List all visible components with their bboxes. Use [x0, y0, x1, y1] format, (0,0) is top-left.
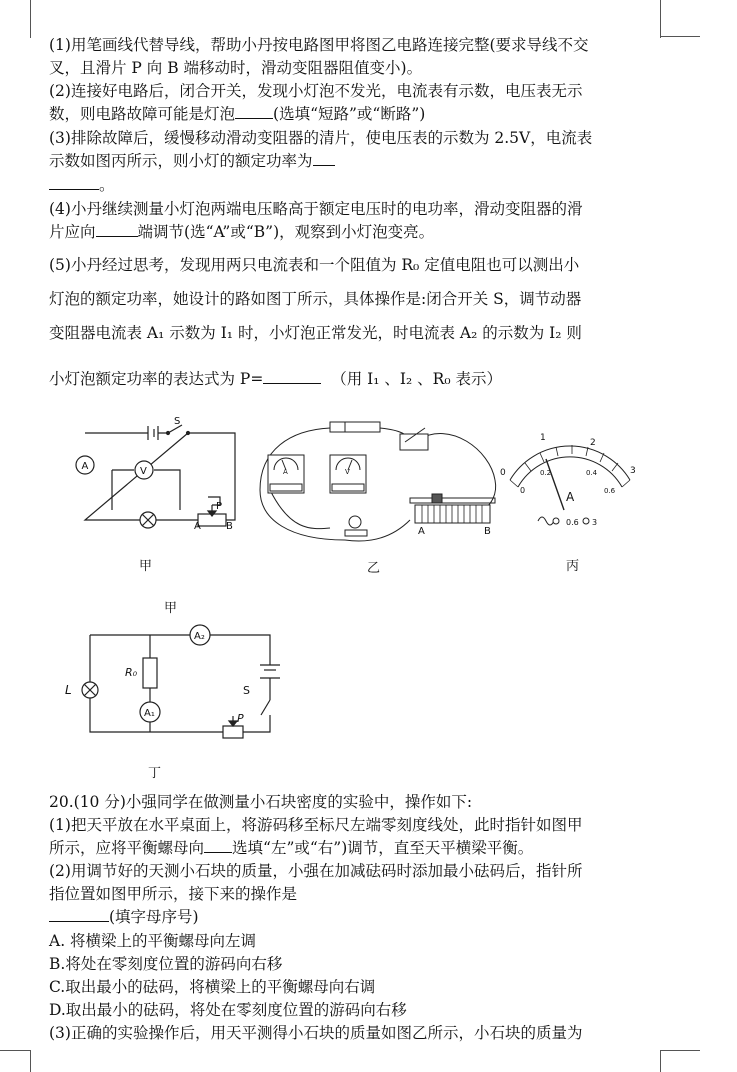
q20-part1-text-b: 选填“左”或“右”)调节，直至天平横梁平衡。 — [232, 839, 534, 857]
answer-blank-fault[interactable] — [235, 103, 273, 119]
bing-scale-0-outer: 0 — [500, 468, 506, 478]
answer-blank-direction[interactable] — [96, 221, 138, 237]
caption-yi: 乙 — [367, 561, 381, 576]
q20-part3-line1: (3)正确的实验操作后，用天平测得小石块的质量如图乙所示，小石块的质量为 — [49, 1024, 583, 1042]
jia-label-b-end: B — [226, 521, 233, 532]
q19-part4-line2 — [49, 221, 434, 243]
q20-part2-hint: (填字母序号) — [109, 908, 199, 926]
q19-part3-line2 — [49, 150, 335, 172]
q20-part1-line1: (1)把天平放在水平桌面上，将游码移至标尺左端零刻度线处，此时指针如图甲 — [49, 816, 583, 834]
q19-part1-line1: (1)用笔画线代替导线，帮助小丹按电路图甲将图乙电路连接完整(要求导线不交 — [49, 36, 589, 54]
q19-part5-text-b: （用 I₁ 、I₂ 、R₀ 表示） — [331, 370, 502, 388]
ding-label-r0: R₀ — [125, 666, 138, 679]
crop-mark-bottom-left-v — [30, 1050, 31, 1072]
q19-part4-text-b: 端调节(选“A”或“B”)，观察到小灯泡变亮。 — [137, 223, 435, 241]
figure-yi-apparatus — [250, 410, 500, 555]
q19-part2-line2 — [49, 103, 425, 125]
jia-label-v-meter: V — [140, 466, 147, 477]
q20-option-d: D.取出最小的砝码，将处在零刻度位置的游码向右移 — [49, 1001, 407, 1019]
answer-blank-power-a[interactable] — [313, 150, 335, 166]
figure-bing-ammeter-dial — [500, 435, 650, 535]
q19-part4-line1: (4)小丹继续测量小灯泡两端电压略高于额定电压时的电功率，滑动变阻器的滑 — [49, 200, 583, 218]
yi-label-a-meter: A — [283, 468, 288, 476]
jia-label-a-end: A — [194, 521, 201, 532]
crop-mark-top-right-v — [660, 0, 661, 38]
ding-label-a1: A₁ — [144, 708, 155, 719]
crop-mark-bottom-right-v — [660, 1050, 661, 1072]
crop-mark-top-left-v — [30, 0, 31, 38]
crop-mark-top-right-h — [660, 36, 700, 37]
q20-option-c: C.取出最小的砝码，将横梁上的平衡螺母向右调 — [49, 978, 376, 996]
bing-scale-02: 0.2 — [540, 469, 552, 477]
yi-label-v-meter: V — [345, 468, 350, 476]
q19-part3-period: 。 — [99, 176, 115, 194]
q19-part5-line2: 灯泡的额定功率，她设计的路如图丁所示，具体操作是:闭合开关 S，调节动器 — [49, 290, 582, 308]
ding-label-l: L — [65, 683, 72, 697]
jia-label-s: S — [174, 416, 181, 427]
q19-part1-line2: 叉，且滑片 P 向 B 端移动时，滑动变阻器阻值变小)。 — [49, 59, 423, 77]
answer-blank-power-b[interactable] — [49, 174, 99, 190]
caption-jia: 甲 — [139, 559, 153, 574]
q20-part2-line2: 指位置如图甲所示，接下来的操作是 — [49, 885, 298, 903]
answer-blank-nut-direction[interactable] — [204, 837, 232, 853]
jia-label-p: P — [216, 501, 223, 512]
crop-mark-bottom-left-h — [0, 1050, 30, 1051]
figure-jia-circuit — [70, 415, 250, 530]
caption-jia-top: 甲 — [164, 601, 178, 616]
q19-part5-line3: 变阻器电流表 A₁ 示数为 I₁ 时，小灯泡正常发光，时电流表 A₂ 的示数为 I₂ 则 — [49, 324, 582, 342]
answer-blank-operation[interactable] — [49, 906, 109, 922]
q20-part1-text-a: 所示，应将平衡螺母向 — [49, 839, 205, 857]
q19-part5-text-a: 小灯泡额定功率的表达式为 P= — [49, 370, 264, 388]
ding-label-a2: A₂ — [194, 631, 205, 642]
figure-ding-circuit — [55, 620, 285, 765]
bing-scale-0-inner: 0 — [520, 486, 526, 495]
q19-part3-line1: (3)排除故障后，缓慢移动滑动变阻器的清片，使电压表的示数为 2.5V，电流表 — [49, 129, 593, 147]
yi-label-b-end: B — [484, 526, 491, 537]
bing-scale-06: 0.6 — [604, 487, 616, 495]
answer-blank-expression[interactable] — [263, 368, 321, 384]
q19-part3-line3 — [49, 174, 115, 196]
bing-terminal-3: 3 — [592, 518, 598, 527]
q19-part5-line1: (5)小丹经过思考，发现用两只电流表和一个阻值为 R₀ 定值电阻也可以测出小 — [49, 256, 580, 274]
bing-scale-2: 2 — [590, 438, 596, 448]
caption-ding: 丁 — [148, 766, 162, 781]
q19-part2-line1: (2)连接好电路后，闭合开关，发现小灯泡不发光，电流表有示数，电压表无示 — [49, 82, 583, 100]
q19-part4-text-a: 片应向 — [49, 223, 96, 241]
bing-terminal-06: 0.6 — [566, 518, 579, 527]
q19-part5-line4 — [49, 368, 502, 390]
q19-part2-text-a: 数，则电路故障可能是灯泡 — [49, 105, 236, 123]
q19-part2-text-b: (选填“短路”或“断路”) — [273, 105, 426, 123]
bing-scale-04: 0.4 — [586, 469, 598, 477]
q19-part3-text: 示数如图丙所示，则小灯的额定功率为 — [49, 152, 313, 170]
q20-option-b: B.将处在零刻度位置的游码向右移 — [49, 955, 283, 973]
jia-label-a-meter: A — [81, 461, 89, 472]
q20-part2-line1: (2)用调节好的天测小石块的质量，小强在加减砝码时添加最小砝码后，指针所 — [49, 862, 583, 880]
bing-scale-1: 1 — [540, 433, 546, 443]
ding-label-p: P — [237, 712, 244, 725]
ding-label-s: S — [243, 684, 250, 697]
q20-heading: 20.(10 分)小强同学在做测量小石块密度的实验中，操作如下: — [49, 793, 473, 811]
q20-part1-line2 — [49, 837, 533, 859]
crop-mark-bottom-right-h — [660, 1050, 700, 1051]
q20-part2-line3 — [49, 906, 199, 928]
q20-option-a: A. 将横梁上的平衡螺母向左调 — [49, 932, 257, 950]
bing-scale-3: 3 — [630, 466, 636, 476]
caption-bing: 丙 — [566, 559, 580, 574]
bing-dial-unit: A — [566, 490, 575, 504]
yi-label-a-end: A — [418, 526, 425, 537]
